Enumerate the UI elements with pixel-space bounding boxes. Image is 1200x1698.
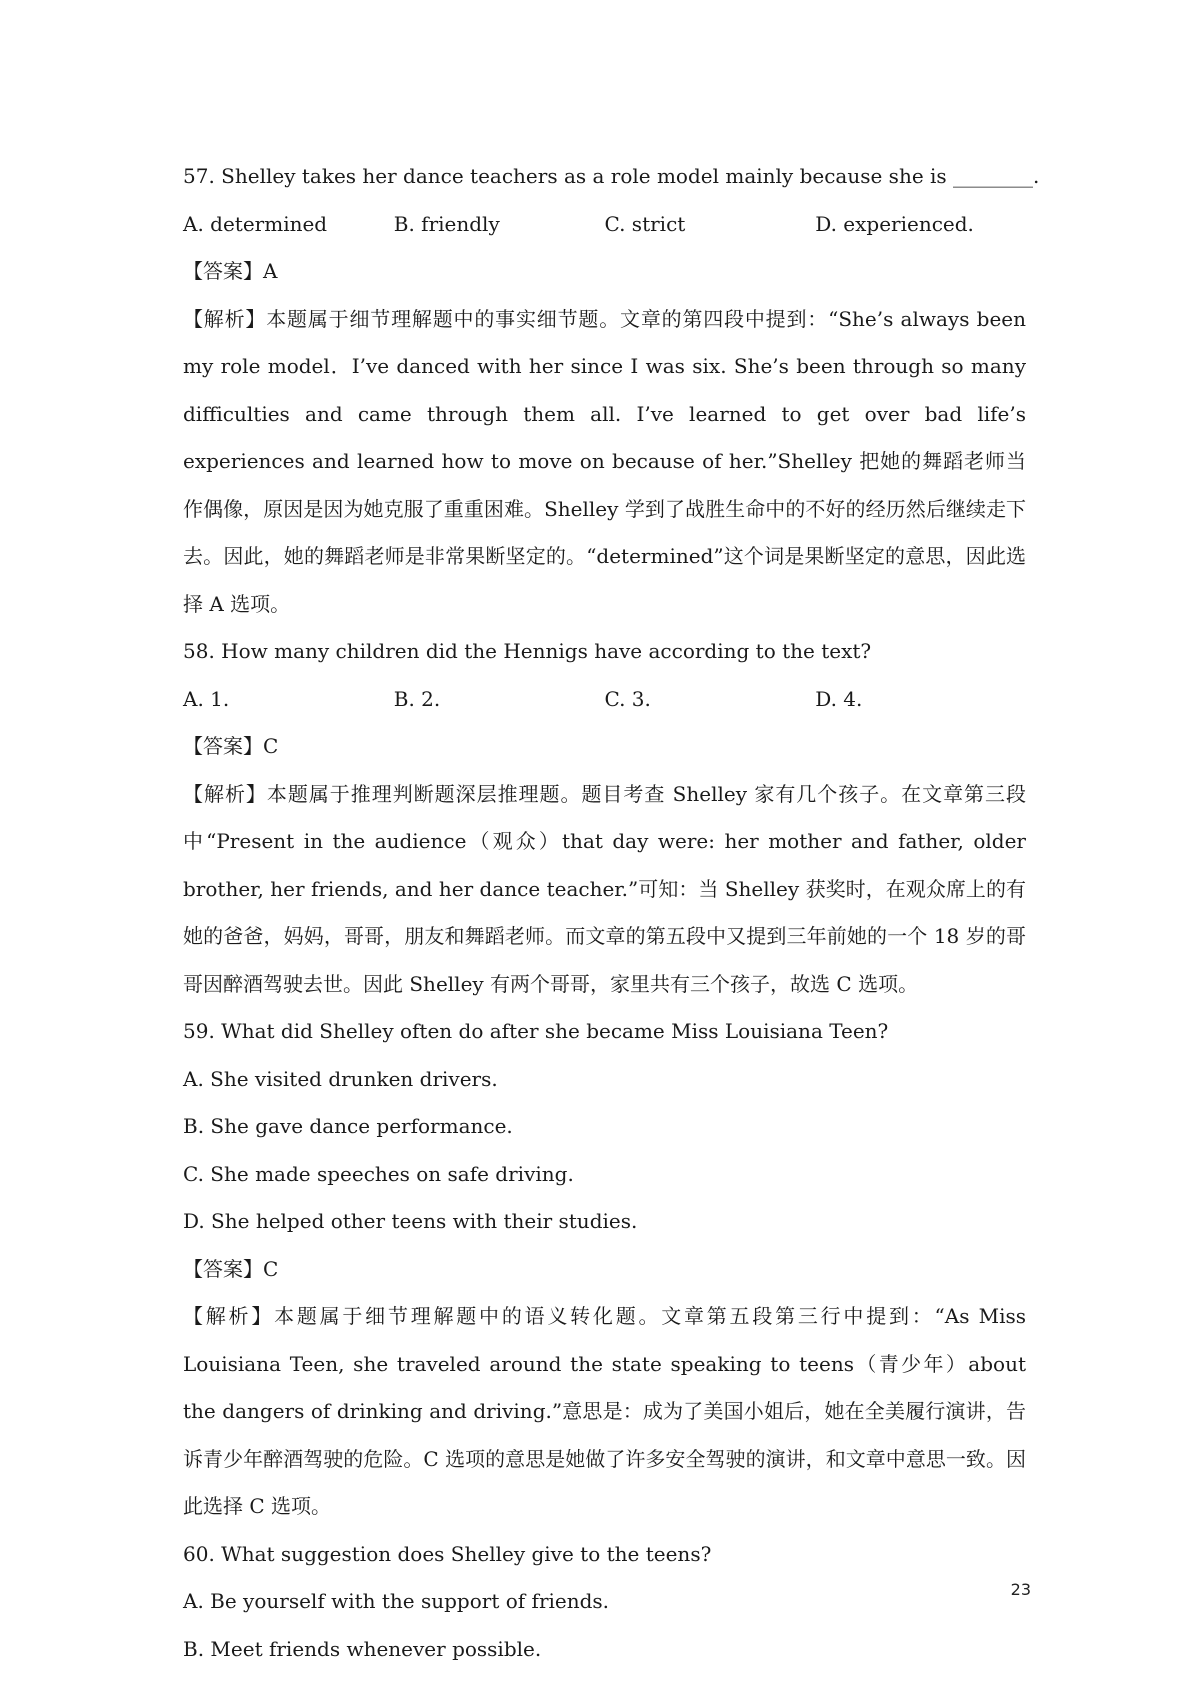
question-59-answer: 【答案】C	[183, 1256, 279, 1281]
question-58-answer: 【答案】C	[183, 734, 279, 758]
option-a: A. Be yourself with the support of friends.	[183, 1589, 610, 1613]
option-b: B. She gave dance performance.	[183, 1114, 513, 1138]
option-d: D. 4.	[815, 686, 863, 711]
option-c: C. She made speeches on safe driving.	[183, 1161, 574, 1186]
question-59-analysis: 【解析】本题属于细节理解题中的语义转化题。文章第五段第三行中提到：“As Miss Louisiana Teen, she traveled around the state speaking to teens（青少年）about the dangers of drinking and driving.”意思是：成为了美国小姐后，她在全美履行演讲，告诉青少年醉酒驾驶的危险。C 选项的意思是她做了许多安全驾驶的演讲，和文章中意思一致。因此选择 C 选项。	[183, 1304, 1026, 1518]
option-c: C. strict	[604, 211, 686, 236]
option-d: D. She helped other teens with their studies.	[183, 1209, 638, 1233]
option-a: A. 1.	[183, 686, 230, 711]
question-58-options	[183, 676, 1026, 724]
option-b: B. 2.	[393, 686, 441, 711]
question-57-stem: 57. Shelley takes her dance teachers as a role model mainly because she is ________.	[183, 164, 1040, 188]
question-58-stem: 58. How many children did the Hennigs have according to the text?	[183, 639, 872, 663]
question-57-answer: 【答案】A	[183, 259, 278, 283]
page-number: 23	[1010, 1580, 1031, 1599]
option-b: B. Meet friends whenever possible.	[183, 1636, 542, 1661]
question-58-analysis: 【解析】本题属于推理判断题深层推理题。题目考查 Shelley 家有几个孩子。在文章第三段中“Present in the audience（观众）that day were: her mother and father, older brother, her friends, and her dance teacher.”可知：当 Shelley 获奖时，在观众席上的有她的爸爸，妈妈，哥哥，朋友和舞蹈老师。而文章的第五段中又提到三年前她的一个 18 岁的哥哥因醉酒驾驶去世。因此 Shelley 有两个哥哥，家里共有三个孩子，故选 C 选项。	[183, 781, 1026, 996]
question-60-stem: 60. What suggestion does Shelley give to the teens?	[183, 1541, 712, 1566]
option-a: A. determined	[183, 211, 328, 236]
option-d: D. experienced.	[815, 211, 974, 236]
question-59-stem: 59. What did Shelley often do after she became Miss Louisiana Teen?	[183, 1019, 889, 1043]
option-c: C. 3.	[604, 686, 651, 711]
question-57-options	[183, 201, 1026, 249]
question-57-analysis: 【解析】本题属于细节理解题中的事实细节题。文章的第四段中提到：“She’s always been my role model．I’ve danced with her since I was six. She’s been through so many difficulties and came through them all. I’ve learned to get over bad life’s experiences and learned how to move on because of her.”Shelley 把她的舞蹈老师当作偶像，原因是因为她克服了重重困难。Shelley 学到了战胜生命中的不好的经历然后继续走下去。因此，她的舞蹈老师是非常果断坚定的。“determined”这个词是果断坚定的意思，因此选择 A 选项。	[183, 306, 1026, 616]
option-b: B. friendly	[393, 211, 500, 236]
document-body	[183, 153, 1040, 1673]
option-a: A. She visited drunken drivers.	[183, 1066, 498, 1091]
